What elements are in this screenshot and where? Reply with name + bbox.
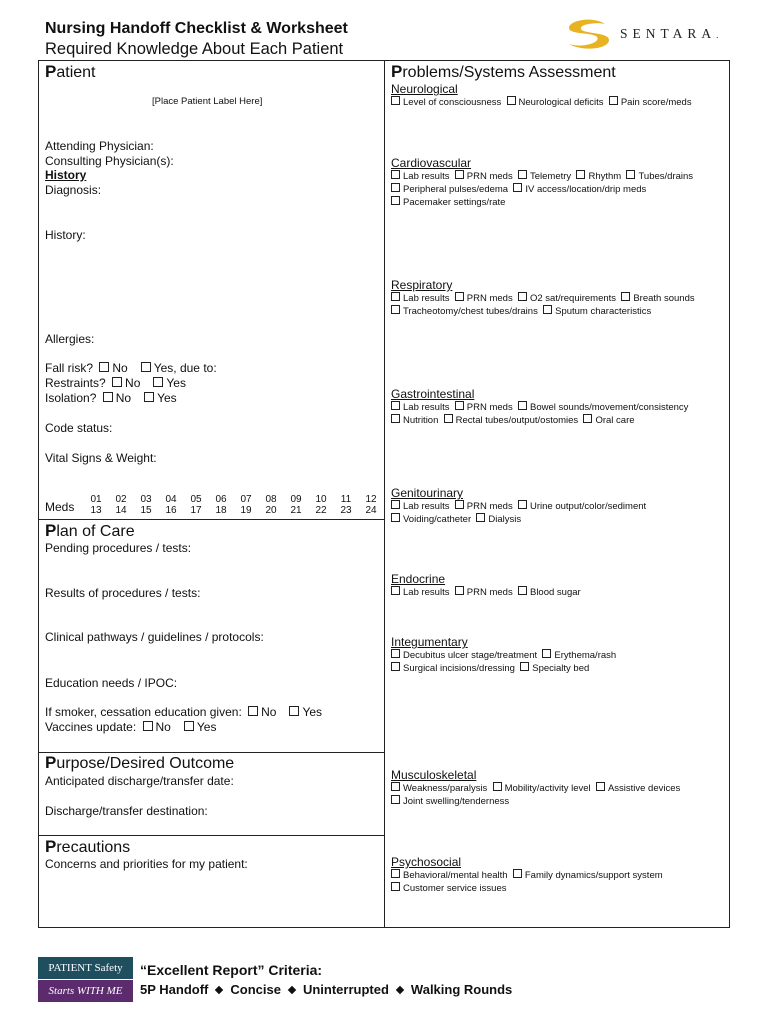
checklist-item-label: Rectal tubes/output/ostomies [455,415,579,426]
system-heading: Respiratory [391,278,453,292]
checkbox[interactable] [391,196,400,205]
system-block [391,572,581,599]
criteria-item: Walking Rounds [410,982,513,997]
system-checklist-row [391,170,693,183]
code-status-label: Code status: [45,421,113,435]
logo-text: SENTARA [620,26,717,41]
med-hour-bottom: 19 [240,505,252,516]
checkbox[interactable] [391,305,400,314]
checkbox[interactable] [543,305,552,314]
checkbox[interactable] [391,882,400,891]
criteria-item: 5P Handoff [140,982,209,997]
checklist-item-label: PRN meds [466,402,513,413]
checklist-item-label: Joint swelling/tenderness [403,796,510,807]
education-needs-label: Education needs / IPOC: [45,676,178,690]
checklist-item-label: O2 sat/requirements [529,293,617,304]
allergies-label: Allergies: [45,332,95,346]
med-hours-grid [85,495,381,517]
checklist-item-label: Oral care [595,415,635,426]
isolation-yes-label: Yes [157,391,177,405]
checkbox[interactable] [576,170,585,179]
checkbox[interactable] [518,401,527,410]
checklist-item-label: Level of consciousness [403,97,502,108]
vaccines-label: Vaccines update: [45,720,137,734]
restraints-label: Restraints? [45,376,106,390]
checkbox[interactable] [518,500,527,509]
checkbox[interactable] [391,401,400,410]
patient-heading: Patient [45,62,96,81]
system-checklist-row [391,183,693,196]
results-procedures-label: Results of procedures / tests: [45,586,201,600]
checklist-item-label: Decubitus ulcer stage/treatment [403,650,538,661]
system-checklist-row [391,869,663,882]
system-block [391,486,646,526]
checkbox[interactable] [455,292,464,301]
system-heading: Gastrointestinal [391,387,475,401]
system-checklist-row [391,500,646,513]
checklist-item-label: Specialty bed [532,663,590,674]
checklist-item-label: Peripheral pulses/edema [403,184,509,195]
checklist-item-label: Pain score/meds [620,97,692,108]
system-block [391,635,616,675]
diamond-bullet-icon [215,986,223,994]
checklist-item-label: Tracheotomy/chest tubes/drains [403,306,538,317]
criteria-list [140,982,512,997]
system-checklist-row [391,305,695,318]
divider-plan [38,519,384,520]
system-checklist-row [391,782,680,795]
fall-risk-label: Fall risk? [45,361,94,375]
med-hour-bottom: 15 [140,505,152,516]
vaccines-no-label: No [155,720,171,734]
checklist-item-label: PRN meds [466,293,513,304]
med-hour-bottom: 23 [340,505,352,516]
system-block [391,768,680,808]
checkbox[interactable] [391,649,400,658]
checklist-item-label: Lab results [403,587,450,598]
diagnosis-label: Diagnosis: [45,183,102,197]
criteria-item: Uninterrupted [302,982,389,997]
checkbox[interactable] [455,500,464,509]
system-heading: Genitourinary [391,486,464,500]
checklist-item-label: PRN meds [466,587,513,598]
fall-risk-yes-checkbox[interactable] [141,362,151,372]
checklist-item-label: Behavioral/mental health [403,870,508,881]
system-heading: Integumentary [391,635,468,649]
med-hour-bottom: 22 [315,505,327,516]
med-hour-top: 11 [340,494,352,505]
checkbox[interactable] [520,662,529,671]
checkbox[interactable] [455,586,464,595]
checkbox[interactable] [513,183,522,192]
checkbox[interactable] [621,292,630,301]
checkbox[interactable] [391,183,400,192]
logo-suffix: . [716,30,719,40]
med-hour-top: 01 [90,494,102,505]
checklist-item-label: Lab results [403,501,450,512]
checkbox[interactable] [626,170,635,179]
vaccines-yes-checkbox[interactable] [184,721,194,731]
checkbox[interactable] [391,586,400,595]
isolation-yes-checkbox[interactable] [144,392,154,402]
checklist-item-label: Erythema/rash [554,650,617,661]
system-checklist-row [391,414,688,427]
vaccines-yes-label: Yes [196,720,217,734]
system-checklist-row [391,196,693,209]
checkbox[interactable] [493,782,502,791]
med-hour-top: 03 [140,494,152,505]
checklist-item-label: Tubes/drains [638,171,694,182]
pending-procedures-label: Pending procedures / tests: [45,541,192,555]
system-checklist-row [391,96,692,109]
checkbox[interactable] [513,869,522,878]
checkbox[interactable] [583,414,592,423]
isolation-row [45,391,177,405]
checklist-item-label: Weakness/paralysis [403,783,488,794]
checklist-item-label: Assistive devices [607,783,681,794]
system-block [391,855,663,895]
badge-bottom-text: Starts WITH ME [38,980,133,1002]
diamond-bullet-icon [288,986,296,994]
smoker-no-checkbox[interactable] [248,706,258,716]
checkbox[interactable] [391,795,400,804]
isolation-no-checkbox[interactable] [103,392,113,402]
vaccines-no-checkbox[interactable] [143,721,153,731]
checkbox[interactable] [444,414,453,423]
checklist-item-label: Customer service issues [403,883,507,894]
checklist-item-label: Voiding/catheter [403,514,472,525]
med-hour-top: 06 [215,494,227,505]
system-heading: Endocrine [391,572,446,586]
fall-risk-yes-label: Yes, due to: [153,361,217,375]
checklist-item-label: Surgical incisions/dressing [403,663,515,674]
system-checklist-row [391,795,680,808]
criteria-item: Concise [230,982,281,997]
system-heading: Psychosocial [391,855,462,869]
checkbox[interactable] [518,586,527,595]
sentara-logo [563,18,733,52]
checklist-item-label: Sputum characteristics [555,306,652,317]
isolation-label: Isolation? [45,391,97,405]
checklist-item-label: Rhythm [588,171,622,182]
checkbox[interactable] [391,662,400,671]
checkbox[interactable] [391,869,400,878]
system-checklist-row [391,649,616,662]
discharge-destination-label: Discharge/transfer destination: [45,804,208,818]
checklist-item-label: PRN meds [466,501,513,512]
precautions-heading: Precautions [45,837,131,856]
checkbox[interactable] [518,292,527,301]
history-label: History: [45,228,86,242]
med-hour-top: 04 [165,494,177,505]
system-heading: Neurological [391,82,458,96]
med-hour-top: 09 [290,494,302,505]
meds-label: Meds [45,500,75,514]
checkbox[interactable] [391,513,400,522]
checklist-item-label: Nutrition [403,415,439,426]
checklist-item-label: Dialysis [488,514,522,525]
vital-signs-label: Vital Signs & Weight: [45,451,157,465]
patient-safety-badge [38,957,133,1002]
med-hour-bottom: 20 [265,505,277,516]
smoker-no-label: No [261,705,277,719]
checkbox[interactable] [391,414,400,423]
system-heading: Cardiovascular [391,156,472,170]
checkbox[interactable] [507,96,516,105]
vaccines-row [45,720,216,734]
checklist-item-label: IV access/location/drip meds [525,184,647,195]
system-checklist-row [391,292,695,305]
med-hour-bottom: 14 [115,505,127,516]
system-checklist-row [391,513,646,526]
checklist-item-label: PRN meds [466,171,513,182]
system-checklist-row [391,586,581,599]
checkbox[interactable] [518,170,527,179]
checklist-item-label: Blood sugar [529,587,581,598]
problems-heading: Problems/Systems Assessment [391,62,616,81]
sentara-swoosh-icon [563,18,615,52]
isolation-no-label: No [115,391,132,405]
checklist-item-label: Lab results [403,293,450,304]
med-hour-top: 10 [315,494,327,505]
med-hour-top: 12 [365,494,377,505]
checklist-item-label: Neurological deficits [518,97,604,108]
checkbox[interactable] [596,782,605,791]
checkbox[interactable] [391,782,400,791]
checkbox[interactable] [391,292,400,301]
med-hour-bottom: 18 [215,505,227,516]
checkbox[interactable] [391,500,400,509]
history-heading: History [45,168,87,182]
system-block [391,387,688,427]
clinical-pathways-label: Clinical pathways / guidelines / protocols: [45,630,264,644]
checklist-item-label: Telemetry [529,171,572,182]
attending-physician-label: Attending Physician: [45,139,154,153]
checkbox[interactable] [542,649,551,658]
anticipated-discharge-label: Anticipated discharge/transfer date: [45,774,234,788]
restraints-no-checkbox[interactable] [112,377,122,387]
med-hour-bottom: 13 [90,505,102,516]
fall-risk-no-checkbox[interactable] [99,362,109,372]
checkbox[interactable] [609,96,618,105]
med-hour-bottom: 24 [365,505,377,516]
checkbox[interactable] [455,401,464,410]
system-block [391,82,692,109]
med-hour-top: 05 [190,494,202,505]
smoker-yes-checkbox[interactable] [289,706,299,716]
system-checklist-row [391,882,663,895]
checklist-item-label: Lab results [403,402,450,413]
med-hour-bottom: 21 [290,505,302,516]
system-checklist-row [391,401,688,414]
checkbox[interactable] [391,170,400,179]
checklist-item-label: Pacemaker settings/rate [403,197,506,208]
consulting-physician-label: Consulting Physician(s): [45,154,174,168]
criteria-title: “Excellent Report” Criteria: [140,962,323,978]
restraints-yes-checkbox[interactable] [153,377,163,387]
restraints-yes-label: Yes [166,376,186,390]
plan-heading: Plan of Care [45,521,135,540]
checklist-item-label: Lab results [403,171,450,182]
smoker-row [45,705,322,719]
med-hour-top: 02 [115,494,127,505]
smoker-label: If smoker, cessation education given: [45,705,242,719]
med-hour-bottom: 16 [165,505,177,516]
checklist-item-label: Breath sounds [633,293,695,304]
purpose-heading: Purpose/Desired Outcome [45,753,235,772]
column-divider [384,60,385,928]
med-hour-bottom: 17 [190,505,202,516]
system-heading: Musculoskeletal [391,768,477,782]
med-hour-top: 07 [240,494,252,505]
form-title: Nursing Handoff Checklist & Worksheet [45,20,348,37]
checklist-item-label: Family dynamics/support system [524,870,663,881]
fall-risk-no-label: No [112,361,128,375]
divider-precautions [38,835,384,836]
system-block [391,278,695,318]
checkbox[interactable] [391,96,400,105]
restraints-no-label: No [125,376,141,390]
fall-risk-row [45,361,217,375]
patient-label-placeholder: [Place Patient Label Here] [152,96,263,107]
form-subtitle: Required Knowledge About Each Patient [45,40,344,58]
concerns-label: Concerns and priorities for my patient: [45,857,248,871]
med-hour-top: 08 [265,494,277,505]
smoker-yes-label: Yes [302,705,323,719]
restraints-row [45,376,186,390]
checklist-item-label: Bowel sounds/movement/consistency [529,402,689,413]
system-block [391,156,693,209]
diamond-bullet-icon [396,986,404,994]
checklist-item-label: Urine output/color/sediment [529,501,647,512]
badge-top-text: PATIENT Safety [38,957,133,979]
checkbox[interactable] [455,170,464,179]
system-checklist-row [391,662,616,675]
checklist-item-label: Mobility/activity level [504,783,591,794]
checkbox[interactable] [476,513,485,522]
